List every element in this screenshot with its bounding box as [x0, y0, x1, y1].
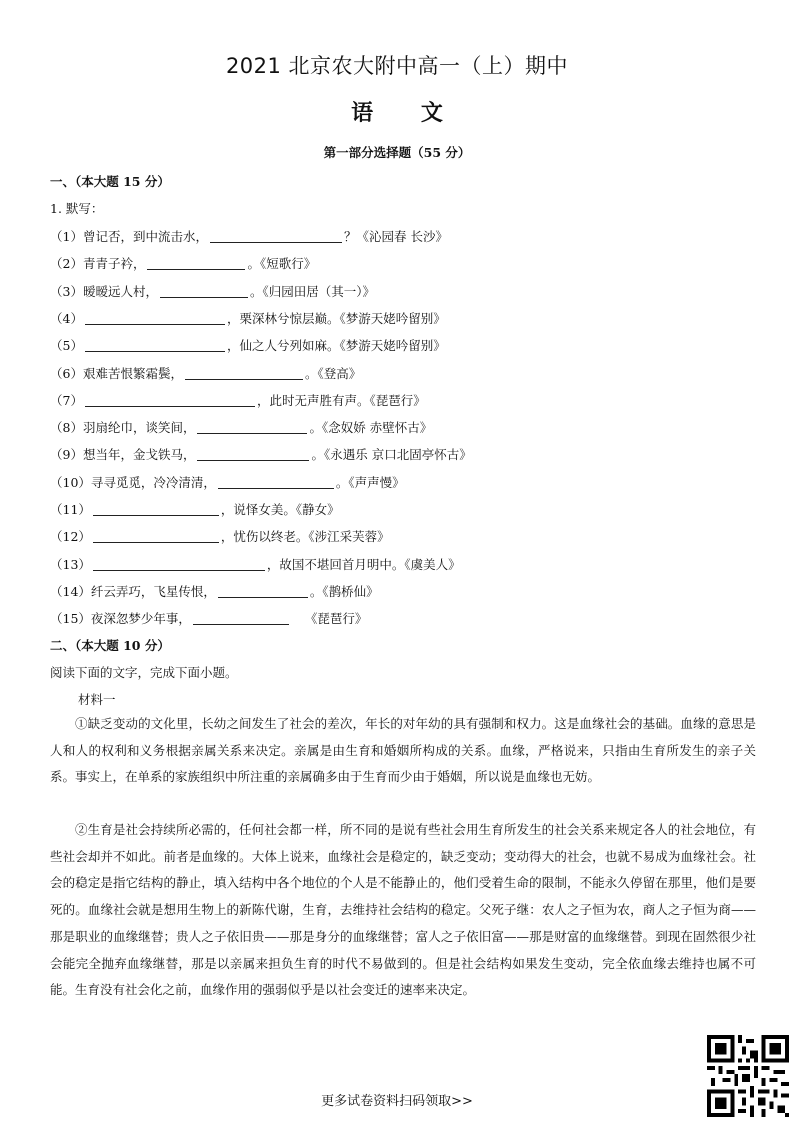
item-source: ，故国不堪回首月明中。《虞美人》 [266, 556, 461, 572]
section2-heading: 二、（本大题 10 分） [50, 638, 170, 653]
answer-blank[interactable] [85, 339, 225, 352]
item-source: 《琵琶行》 [304, 611, 368, 627]
item-prompt: （3）暧暧远人村， [50, 283, 158, 299]
exam-title: 2021 北京农大附中高一（上）期中 [225, 54, 569, 78]
item-source: 。《永遇乐 京口北固亭怀古》 [311, 447, 472, 463]
item-source: ，忧伤以终老。《涉江采芙蓉》 [220, 529, 390, 545]
recitation-item [50, 582, 379, 600]
answer-blank[interactable] [185, 367, 303, 380]
item-source: ？《沁园春 长沙》 [343, 229, 448, 244]
answer-blank[interactable] [147, 257, 245, 270]
answer-blank[interactable] [85, 394, 255, 407]
recitation-item [50, 473, 405, 491]
answer-blank[interactable] [93, 503, 219, 516]
item-prompt: （7） [50, 392, 83, 408]
reading-instruction: 阅读下面的文字，完成下面小题。 [50, 665, 238, 680]
answer-blank[interactable] [193, 612, 289, 625]
answer-blank[interactable] [160, 285, 248, 298]
recitation-item [50, 445, 472, 463]
recitation-item [50, 609, 367, 627]
item-source: 。《归园田居（其一）》 [249, 283, 375, 299]
recitation-item [50, 391, 426, 409]
answer-blank[interactable] [218, 585, 308, 598]
item-source: ，栗深林兮惊层巅。《梦游天姥吟留别》 [226, 310, 446, 326]
item-source: 。《声声慢》 [335, 474, 405, 490]
footer-link[interactable]: 更多试卷资料扫码领取>> [321, 1094, 473, 1109]
answer-blank[interactable] [210, 230, 342, 243]
item-prompt: （14）纤云弄巧，飞星传恨， [50, 583, 216, 599]
item-prompt: （11） [50, 502, 91, 517]
item-prompt: （5） [50, 338, 83, 354]
section1-heading: 一、（本大题 15 分） [50, 174, 170, 189]
item-source: ，说怿女美。《静女》 [220, 502, 340, 517]
recitation-item [50, 227, 448, 245]
material-label: 材料一 [78, 692, 116, 707]
answer-blank[interactable] [197, 421, 307, 434]
recitation-item [50, 555, 461, 573]
part-heading: 第一部分选择题（55 分） [323, 145, 471, 160]
item-prompt: （8）羽扇纶巾，谈笑间， [50, 420, 196, 436]
item-prompt: （12） [50, 529, 91, 545]
item-prompt: （2）青青子衿， [50, 256, 146, 272]
paragraph-1: ①缺乏变动的文化里，长幼之间发生了社会的差次，年长的对年幼的具有强制和权力。这是血缘社会的基础。血缘的意思是人和人的权利和义务根据亲属关系来决定。亲属是由生育和婚姻所构成的关系。血缘，严格说来，只指由生育所发生的亲子关系。事实上，在单系的家族组织中所注重的亲属确多由于生育而少由于婚姻，所以说是血缘也无妨。 [50, 716, 756, 785]
item-source: 。《鹊桥仙》 [309, 583, 379, 599]
recitation-item [50, 527, 390, 545]
item-prompt: （9）想当年，金戈铁马， [50, 447, 196, 463]
recitation-item [50, 500, 340, 518]
item-prompt: （6）艰难苦恨繁霜鬓， [50, 365, 183, 381]
item-source: ，仙之人兮列如麻。《梦游天姥吟留别》 [226, 338, 446, 354]
recitation-item [50, 282, 375, 300]
answer-blank[interactable] [93, 530, 219, 543]
item-prompt: （4） [50, 310, 83, 326]
item-source: ，此时无声胜有声。《琵琶行》 [256, 392, 426, 408]
recitation-item [50, 364, 361, 382]
answer-blank[interactable] [93, 558, 265, 571]
subject-title: 语 文 [351, 101, 443, 126]
recitation-item [50, 336, 446, 354]
item-prompt: （10）寻寻觅觅，冷冷清清， [50, 474, 216, 490]
item-prompt: （15）夜深忽梦少年事， [50, 611, 191, 627]
recitation-item [50, 418, 432, 436]
item-source: 。《登高》 [304, 365, 362, 381]
answer-blank[interactable] [197, 448, 309, 461]
recitation-item [50, 309, 446, 327]
answer-blank[interactable] [85, 312, 225, 325]
question1-label: 1. 默写： [50, 201, 104, 216]
item-prompt: （13） [50, 556, 91, 572]
item-source: 。《短歌行》 [247, 256, 317, 272]
answer-blank[interactable] [218, 476, 334, 489]
item-source: 。《念奴娇 赤壁怀古》 [309, 420, 433, 436]
item-prompt: （1）曾记否，到中流击水， [50, 229, 208, 244]
paragraph-2: ②生育是社会持续所必需的，任何社会都一样，所不同的是说有些社会用生育所发生的社会关系来规定各人的社会地位，有些社会却并不如此。前者是血缘的。大体上说来，血缘社会是稳定的，缺乏变动；变动得大的社会，也就不易成为血缘社会。社会的稳定是指它结构的静止，填入结构中各个地位的个人是不能静止的，他们受着生命的限制，不能永久停留在那里，他们是要死的。血缘社会就是想用生物上的新陈代谢，生育，去维持社会结构的稳定。父死子继：农人之子恒为农，商人之子恒为商——那是职业的血缘继替；贵人之子依旧贵——那是身分的血缘继替；富人之子依旧富——那是财富的血缘继替。到现在固然很少社会能完全抛弃血缘继替，那是以亲属来担负生育的时代不易做到的。但是社会结构如果发生变动，完全依血缘去维持也属不可能。生育没有社会化之前，血缘作用的强弱似乎是以社会变迁的速率来决定。 [50, 822, 756, 998]
recitation-item [50, 254, 316, 272]
